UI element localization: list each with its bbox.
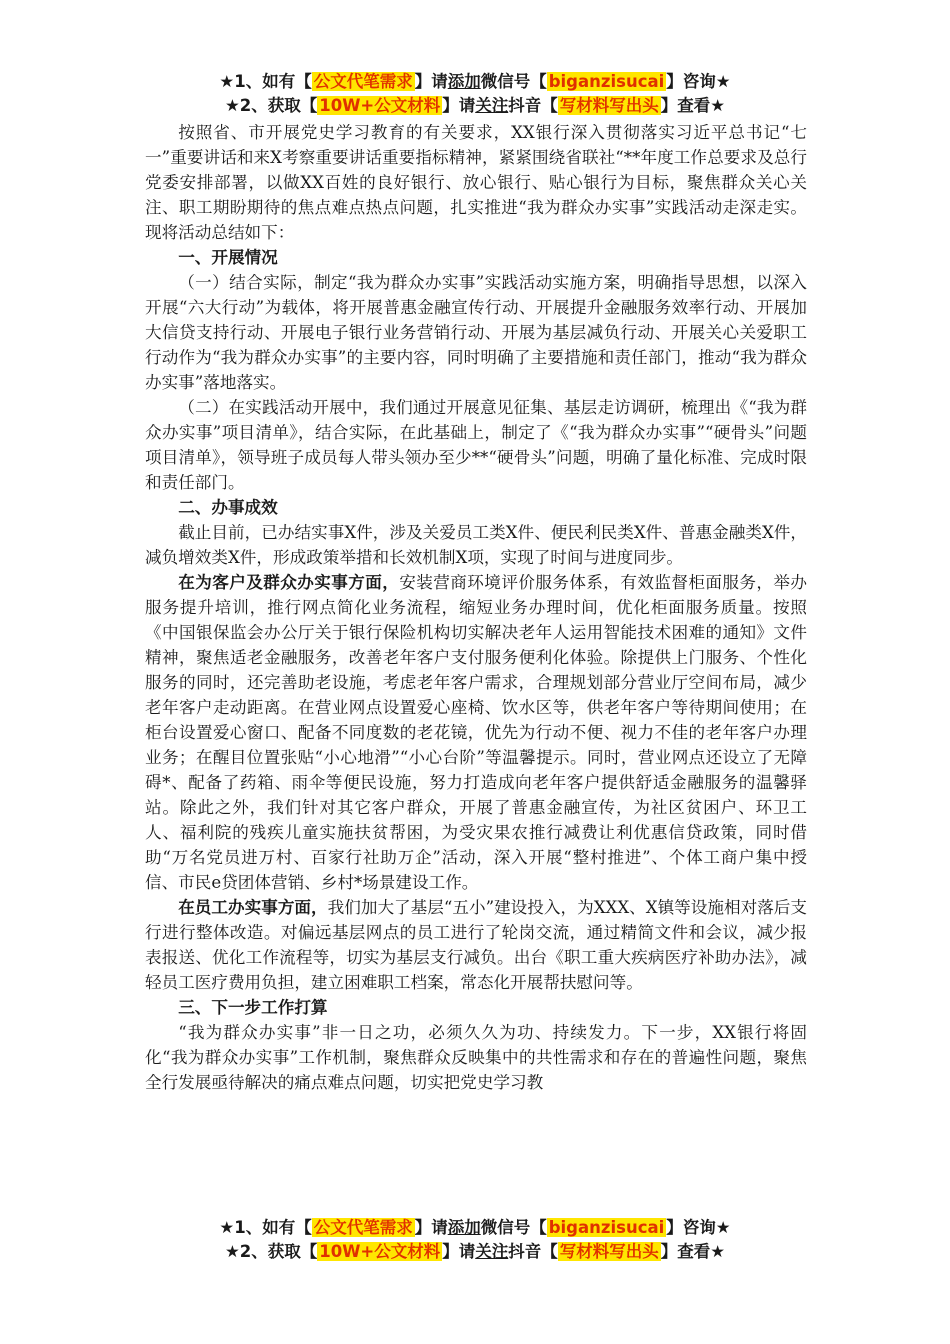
ad-highlight: 公文代笔需求 xyxy=(313,72,413,91)
ad-text: ★2、获取【 xyxy=(224,1242,318,1261)
ad-line-2 xyxy=(0,1240,950,1264)
body-paragraph: 截止目前，已办结实事X件，涉及关爱员工类X件、便民利民类X件、普惠金融类X件，减负增效类X件，形成政策举措和长效机制X项，实现了时间与进度同步。 xyxy=(145,523,807,567)
ad-text: 】请 xyxy=(414,72,448,91)
paragraph-lead: 在员工办实事方面， xyxy=(178,898,328,917)
section-heading: 二、办事成效 xyxy=(178,498,278,517)
document-body xyxy=(145,120,807,1095)
intro-paragraph: 按照省、市开展党史学习教育的有关要求，XX银行深入贯彻落实习近平总书记“七一”重要讲话和来X考察重要讲话重要指标精神，紧紧围绕省联社“**年度工作总要求及总行党委安排部署，以做XX百姓的良好银行、放心银行、贴心银行为目标，聚焦群众关心关注、职工期盼期待的焦点难点热点问题，扎实推进“我为群众办实事”实践活动走深走实。现将活动总结如下： xyxy=(145,123,807,242)
ad-line-2 xyxy=(0,94,950,118)
ad-underlined-text: 添加 xyxy=(447,1218,481,1237)
body-paragraph xyxy=(145,895,807,995)
ad-highlight: 10W+公文材料 xyxy=(319,1242,441,1261)
ad-highlight: 写材料写出头 xyxy=(559,1242,659,1261)
body-paragraph: （二）在实践活动开展中，我们通过开展意见征集、基层走访调研，梳理出《“我为群众办实事”项目清单》，结合实际，在此基础上，制定了《“我为群众办实事”“硬骨头”问题项目清单》，领导班子成员每人带头领办至少**“硬骨头”问题，明确了量化标准、完成时限和责任部门。 xyxy=(145,398,807,492)
ad-highlight: biganzisucai xyxy=(548,1218,665,1237)
footer-ad-block xyxy=(0,1216,950,1264)
ad-text: 】咨询★ xyxy=(666,72,731,91)
ad-text: 微信号【 xyxy=(480,72,547,91)
ad-highlight: biganzisucai xyxy=(548,72,665,91)
ad-text: 抖音【 xyxy=(508,1242,558,1261)
ad-text: ★1、如有【 xyxy=(219,1218,312,1237)
paragraph-lead: 在为客户及群众办实事方面， xyxy=(178,573,400,592)
ad-highlight: 写材料写出头 xyxy=(559,96,659,115)
ad-underlined-text: 关注 xyxy=(475,1242,509,1261)
paragraph-text: 安装营商环境评价服务体系，有效监督柜面服务，举办服务提升培训，推行网点简化业务流程，缩短业务办理时间，优化柜面服务质量。按照《中国银保监会办公厅关于银行保险机构切实解决老年人运用智能技术困难的通知》文件精神，聚焦适老金融服务，改善老年客户支付服务便利化体验。除提供上门服务、个性化服务的同时，还完善助老设施，考虑老年客户需求，合理规划部分营业厅空间布局，减少老年客户走动距离。在营业网点设置爱心座椅、饮水区等，供老年客户等待期间使用；在柜台设置爱心窗口、配备不同度数的老花镜，优先为行动不便、视力不佳的老年客户办理业务；在醒目位置张贴“小心地滑”“小心台阶”等温馨提示。同时，营业网点还设立了无障碍*、配备了药箱、雨伞等便民设施，努力打造成向老年客户提供舒适金融服务的温馨驿站。除此之外，我们针对其它客户群众，开展了普惠金融宣传，为社区贫困户、环卫工人、福利院的残疾儿童实施扶贫帮困，为受灾果农推行减费让利优惠信贷政策，同时借助“万名党员进万村、百家行社助万企”活动，深入开展“整村推进”、个体工商户集中授信、市民e贷团体营销、乡村*场景建设工作。 xyxy=(145,573,808,892)
ad-text: 】查看★ xyxy=(660,1242,726,1261)
ad-highlight: 公文代笔需求 xyxy=(313,1218,413,1237)
ad-text: 】查看★ xyxy=(660,96,726,115)
body-paragraph: “我为群众办实事”非一日之功，必须久久为功、持续发力。下一步，XX银行将固化“我为群众办实事”工作机制，聚焦群众反映集中的共性需求和存在的普遍性问题，聚焦全行发展亟待解决的痛点难点问题，切实把党史学习教 xyxy=(145,1023,807,1092)
header-ad-block xyxy=(0,70,950,118)
body-paragraph: （一）结合实际，制定“我为群众办实事”实践活动实施方案，明确指导思想，以深入开展“六大行动”为载体，将开展普惠金融宣传行动、开展提升金融服务效率行动、开展加大信贷支持行动、开展电子银行业务营销行动、开展为基层减负行动、开展关心关爱职工行动作为“我为群众办实事”的主要内容，同时明确了主要措施和责任部门，推动“我为群众办实事”落地落实。 xyxy=(145,273,807,392)
body-paragraph xyxy=(145,570,807,895)
ad-underlined-text: 关注 xyxy=(475,96,509,115)
ad-text: 抖音【 xyxy=(508,96,558,115)
ad-highlight: 10W+公文材料 xyxy=(319,96,441,115)
ad-underlined-text: 添加 xyxy=(447,72,481,91)
paragraph-text: 我们加大了基层“五小”建设投入，为XXX、X镇等设施相对落后支行进行整体改造。对偏远基层网点的员工进行了轮岗交流，通过精简文件和会议，减少报表报送、优化工作流程等，切实为基层支行减负。出台《职工重大疾病医疗补助办法》，减轻员工医疗费用负担，建立困难职工档案，常态化开展帮扶慰问等。 xyxy=(145,898,808,992)
ad-text: 】请 xyxy=(414,1218,448,1237)
ad-line-1 xyxy=(0,1216,950,1240)
ad-text: 】请 xyxy=(442,1242,476,1261)
ad-text: ★2、获取【 xyxy=(224,96,318,115)
ad-text: ★1、如有【 xyxy=(219,72,312,91)
ad-text: 微信号【 xyxy=(480,1218,547,1237)
ad-text: 】请 xyxy=(442,96,476,115)
ad-line-1 xyxy=(0,70,950,94)
section-heading: 三、下一步工作打算 xyxy=(178,998,328,1017)
ad-text: 】咨询★ xyxy=(666,1218,731,1237)
section-heading: 一、开展情况 xyxy=(178,248,278,267)
